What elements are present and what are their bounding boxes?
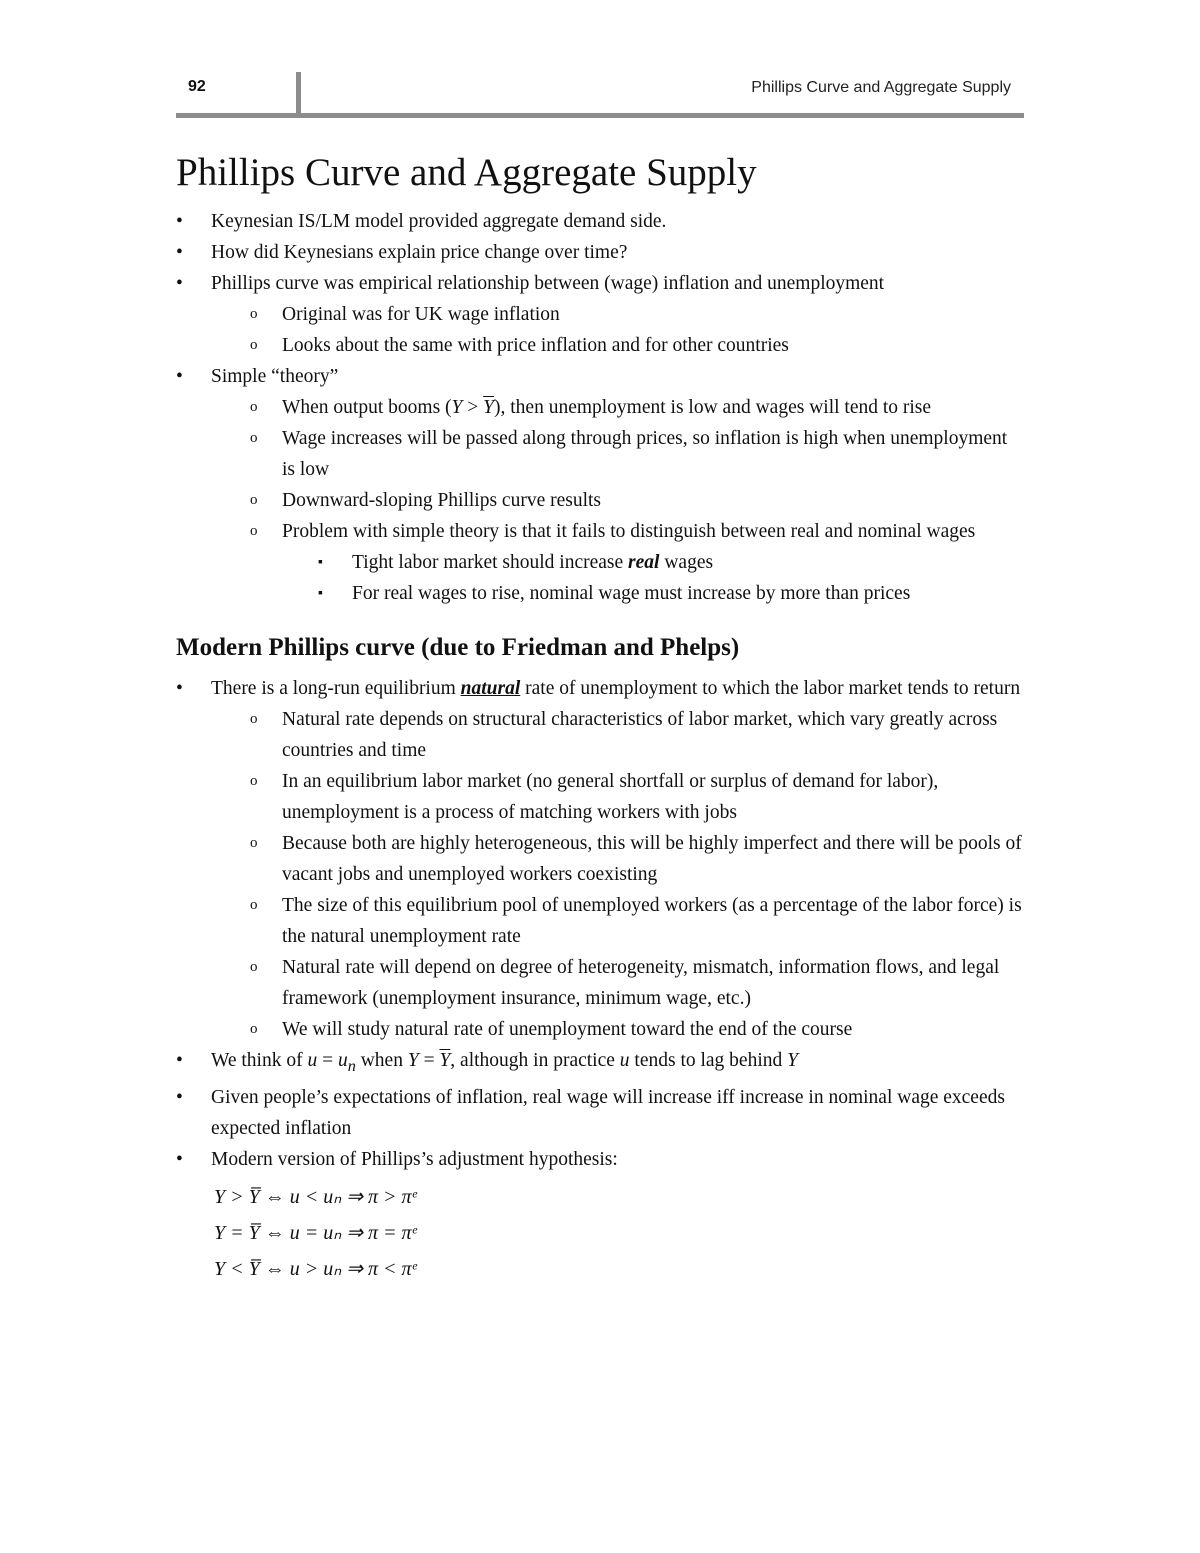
- sub-list-item: o We will study natural rate of unemployment toward the end of the course: [176, 1014, 1024, 1045]
- sub-list-item-text: Problem with simple theory is that it fails to distinguish between real and nominal wages: [282, 521, 976, 542]
- sub-list-item: o Because both are highly heterogeneous, this will be highly imperfect and there will be pools of vacant jobs and unemployed workers coexisting: [176, 828, 1024, 890]
- document-body: [176, 148, 1024, 1287]
- equations-block: [176, 1179, 1024, 1287]
- running-title: Phillips Curve and Aggregate Supply: [751, 79, 1011, 96]
- list-item-text: Phillips curve was empirical relationship between (wage) inflation and unemployment: [211, 273, 885, 294]
- page-title: Phillips Curve and Aggregate Supply: [176, 151, 757, 194]
- list-item: • Given people’s expectations of inflation, real wage will increase iff increase in nominal wage exceeds expected inflation: [176, 1082, 1024, 1144]
- list-item: [176, 268, 1024, 361]
- list-item: • Modern version of Phillips’s adjustment hypothesis: Y > Y̅ ⇔ u < uₙ ⇒ π > πᵉ Y = Y̅ ⇔ u = uₙ ⇒ π = πᵉ Y < Y̅ ⇔ u > uₙ ⇒ π < πᵉ: [176, 1144, 1024, 1287]
- equation-3: Y < Y̅ ⇔ u > uₙ ⇒ π < πᵉ: [214, 1257, 417, 1280]
- list-item: • How did Keynesians explain price change over time?: [176, 237, 1024, 268]
- list-item: • Keynesian IS/LM model provided aggregate demand side.: [176, 206, 1024, 237]
- page-number: 92: [188, 78, 206, 95]
- sub-list-item: o Original was for UK wage inflation: [176, 299, 1024, 330]
- intro-list: [176, 206, 1024, 609]
- sub-list-item: o Natural rate will depend on degree of heterogeneity, mismatch, information flows, and legal framework (unemployment insurance, minimum wage, etc.): [176, 952, 1024, 1014]
- sub-list: [176, 392, 1024, 609]
- list-item: [176, 361, 1024, 609]
- sub-list: [176, 704, 1024, 1045]
- list-item: • We think of $u = u_n$ when $Y = \overline{Y}$, although in practice u tends to lag behind Y: [176, 1045, 1024, 1082]
- header-rule: [176, 113, 1024, 118]
- sub-sub-list-item: ▪ For real wages to rise, nominal wage must increase by more than prices: [176, 578, 1024, 609]
- header-divider: [296, 72, 301, 114]
- equation-1: Y > Y̅ ⇔ u < uₙ ⇒ π > πᵉ: [214, 1185, 417, 1208]
- sub-sub-list-item: ▪ Tight labor market should increase real wages: [176, 547, 1024, 578]
- simple-theory-label: Simple “theory”: [211, 366, 339, 387]
- sub-list-item: o Natural rate depends on structural characteristics of labor market, which vary greatly across countries and time: [176, 704, 1024, 766]
- equation-2: Y = Y̅ ⇔ u = uₙ ⇒ π = πᵉ: [214, 1221, 417, 1244]
- sub-list-item: o The size of this equilibrium pool of unemployed workers (as a percentage of the labor force) is the natural unemployment rate: [176, 890, 1024, 952]
- sub-sub-list: [176, 547, 1024, 609]
- sub-list-item: o In an equilibrium labor market (no general shortfall or surplus of demand for labor), unemployment is a process of matching workers with jobs: [176, 766, 1024, 828]
- list-item: • There is a long-run equilibrium natural rate of unemployment to which the labor market tends to return o Natural rate depends on structural characteristics of labor market, which vary greatly across countries and time o In an equilibrium labor market (no general shortfall or surplus of demand for labor), unemployment is a process of matching workers with jobs o Because both are highly heterogeneous, this will be highly imperfect and there will be pools of vacant jobs and unemployed workers coexisting o The size of this equilibrium pool of unemployed workers (as a percentage of the labor force) is the natural unemployment rate o Natural rate will depend on degree of heterogeneity, mismatch, information flows, and legal framework (unemployment insurance, minimum wage, etc.) o We will study natural rate of unemployment toward the end of the course: [176, 673, 1024, 1045]
- sub-list-item: o Looks about the same with price inflation and for other countries: [176, 330, 1024, 361]
- section-heading: Modern Phillips curve (due to Friedman and Phelps): [176, 634, 740, 661]
- sub-list-item: o When output booms $(Y > \overline{Y})$, then unemployment is low and wages will tend to rise: [176, 392, 1024, 423]
- sub-list-item: o Downward-sloping Phillips curve results: [176, 485, 1024, 516]
- sub-list: [176, 299, 1024, 361]
- sub-list-item: o Wage increases will be passed along through prices, so inflation is high when unemployment is low: [176, 423, 1024, 485]
- modern-list: [176, 673, 1024, 1287]
- sub-list-item: [176, 516, 1024, 609]
